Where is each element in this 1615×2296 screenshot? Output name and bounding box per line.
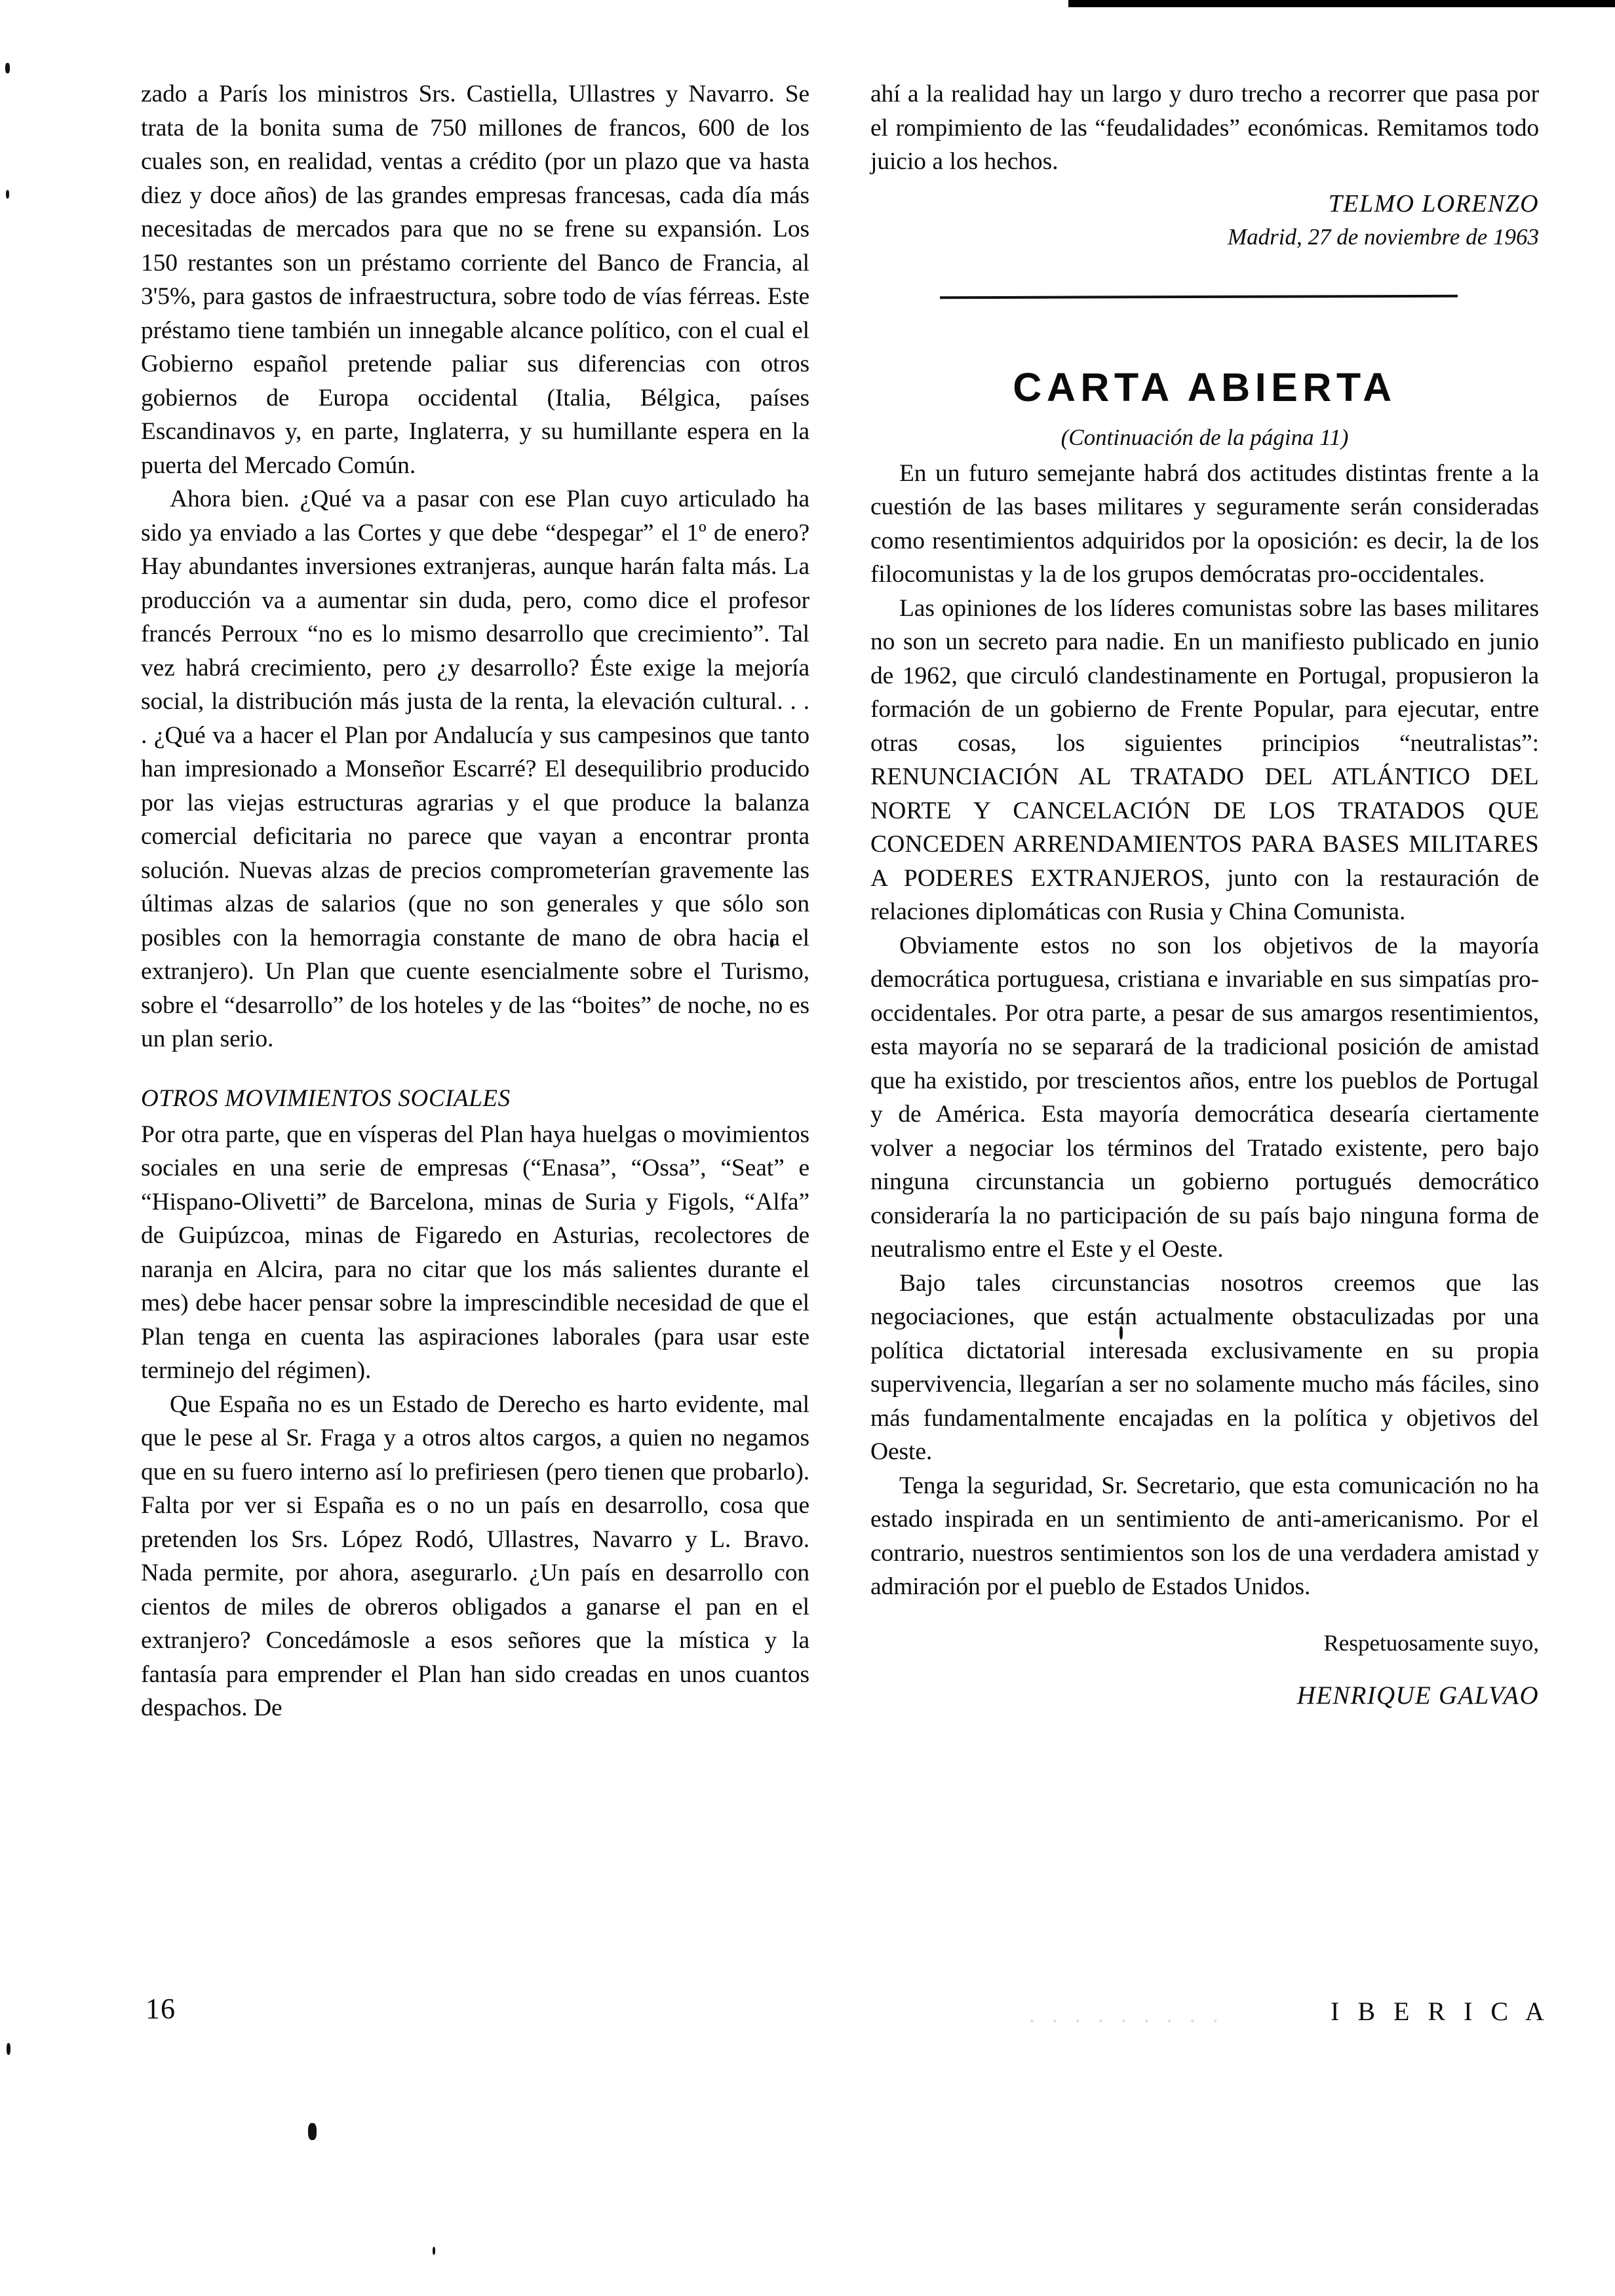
paragraph: Tenga la seguridad, Sr. Secretario, que esta comunicación no ha estado inspirada en un sentimiento de anti-americanismo. Por el contrario, nuestros sentimientos son los de una verdadera amistad y admiración por el pueblo de Estados Unidos. — [870, 1472, 1539, 1600]
paragraph-lead-in: Las opiniones de los líderes comunistas sobre las bases militares no son un secreto para nadie. En un manifiesto publicado en junio de 1962, que circuló clandestinamente en Portugal, propusieron la formación de un gobierno de Frente Popular, para ejecutar, entre otras cosas, los siguientes principios “neutralistas”: — [870, 594, 1539, 757]
paragraph: Ahora bien. ¿Qué va a pasar con ese Plan cuyo articulado ha sido ya enviado a las Cortes y que debe “despegar” el 1º de enero? Hay abundantes inversiones extranjeras, aunque harán falta más. La producción va a aumentar sin duda, pero, como dice el profesor francés Perroux “no es lo mismo desarrollo que crecimiento”. Tal vez habrá crecimiento, pero ¿y desarrollo? Éste exige la mejoría social, la distribución más justa de la renta, la elevación cultural. . . . ¿Qué va a hacer el Plan por Andalucía y sus campesinos que tanto han impresionado a Monseñor Escarré? El desequilibrio producido por las viejas estructuras agrarias y el que produce la balanza comercial deficitaria no parece que vayan a encontrar pronta solución. Nuevas alzas de precios comprometerían gravemente las últimas alzas de salarios (que no son generales y que sólo son posibles con la hemorragia constante de mano de obra hacia el extranjero). Un Plan que cuente esencialmente sobre el Turismo, sobre el “desarrollo” de los hoteles y de las “boites” de noche, no es un plan serio. — [141, 486, 809, 1052]
right-column — [870, 77, 1539, 1713]
left-column — [141, 77, 809, 1725]
scan-speck — [5, 63, 10, 73]
author-byline: TELMO LORENZO — [1328, 189, 1539, 218]
closing-salutation: Respetuosamente suyo, — [1323, 1630, 1539, 1656]
continuation-note: (Continuación de la página 11) — [1060, 424, 1349, 450]
scan-edge-artifact — [1068, 0, 1615, 7]
paragraph-with-manifesto — [870, 592, 1539, 929]
paragraph: Por otra parte, que en vísperas del Plan haya huelgas o movimientos sociales en una serie de empresas (“Enasa”, “Ossa”, “Seat” e “Hispano-Olivetti” de Barcelona, minas de Suria y Figols, “Alfa” de Guipúzcoa, minas de Figaredo en Asturias, recolectores de naranja en Alcira, para no citar que los más salientes durante el mes) debe hacer pensar sobre la imprescindible necesidad de que el Plan tenga en cuenta las aspiraciones laborales (para usar este terminejo del régimen). — [141, 1120, 809, 1384]
paragraph-continued: ahí a la realidad hay un largo y duro trecho a recorrer que pasa por el rompimiento de las “feudalidades” económicas. Remitamos todo juicio a los hechos. — [870, 81, 1539, 175]
page-title: CARTA ABIERTA — [1013, 364, 1397, 410]
scan-speck — [7, 2043, 10, 2055]
paragraph: Bajo tales circunstancias nosotros creemos que las negociaciones, que están actualmente obstaculizadas por una política dictatorial interesada exclusivamente en su propia supervivencia, llegarían a ser no solamente mucho más fáciles, sino más fundamentalmente encajadas en la política y objetivos del Oeste. — [870, 1269, 1539, 1465]
manifesto-tail-text: junto con la restauración de relaciones diplomáticas con Rusia y China Comunista. — [870, 864, 1539, 925]
page-number: 16 — [146, 1993, 176, 2025]
masthead-scan-ghost: . . . . . . . . . — [1029, 2003, 1224, 2027]
paragraph: Que España no es un Estado de Derecho es harto evidente, mal que le pese al Sr. Fraga y a otros altos cargos, a quien no negamos que en su fuero interno así lo prefiriesen (pero tienen que probarlo). Falta por ver si España es o no un país en desarrollo, cosa que pretenden los Srs. López Rodó, Ullastres, Navarro y L. Bravo. Nada permite, por ahora, asegurarlo. ¿Un país en desarrollo con cientos de miles de obreros obligados a ganarse el pan en el extranjero? Concedámosle a esos señores que la mística y la fantasía para emprender el Plan han sido creadas en unos cuantos despachos. De — [141, 1390, 809, 1721]
scan-speck — [6, 190, 9, 199]
section-heading: OTROS MOVIMIENTOS SOCIALES — [141, 1084, 511, 1112]
paragraph: En un futuro semejante habrá dos actitudes distintas frente a la cuestión de las bases militares y seguramente serán consideradas como resentimientos adquiridos por la oposición: es decir, la de los filocomunistas y la de los grupos demócratas pro-occidentales. — [870, 459, 1539, 588]
paragraph-continued: zado a París los ministros Srs. Castiella, Ullastres y Navarro. Se trata de la bonita suma de 750 millones de francos, 600 de los cuales son, en realidad, ventas a crédito (por un plazo que va hasta diez y doce años) de las grandes empresas francesas, cada día más necesitadas de mercados para que no se frene su expansión. Los 150 restantes son un préstamo corriente del Banco de Francia, al 3'5%, para gastos de infraestructura, sobre todo de vías férreas. Este préstamo tiene también un innegable alcance político, con el cual el Gobierno español pretende paliar sus diferencias con otros gobiernos de Europa occidental (Italia, Bélgica, países Escandinavos y, en parte, Inglaterra, y su humillante espera en la puerta del Mercado Común. — [141, 81, 809, 479]
manifesto-caps-text: RENUNCIACIÓN AL TRATADO DEL ATLÁNTICO DEL NORTE Y CANCELACIÓN DE LOS TRATADOS QUE CONCEDEN ARRENDAMIENTOS PARA BASES MILITARES A PODERES EXTRANJEROS, — [870, 763, 1539, 892]
signature: HENRIQUE GALVAO — [1296, 1681, 1539, 1710]
dateline: Madrid, 27 de noviembre de 1963 — [1228, 223, 1539, 250]
section-divider-rule — [940, 294, 1458, 298]
paragraph: Obviamente estos no son los objetivos de la mayoría democrática portuguesa, cristiana e invariable en sus simpatías pro-occidentales. Por otra parte, a pesar de sus amargos resentimientos, esta mayoría no se separará de la tradicional posición de amistad que ha existido, por trescientos años, entre los pueblos de Portugal y de América. Esta mayoría democrática desearía ciertamente volver a negociar los términos del Tratado existente, pero bajo ninguna circunstancia un gobierno portugués democrático consideraría la no participación de su país bajo ninguna forma de neutralismo entre el Este y el Oeste. — [870, 932, 1539, 1263]
masthead: I B E R I C A — [1331, 1997, 1550, 2026]
scan-speck — [433, 2247, 435, 2255]
scan-speck — [308, 2123, 317, 2140]
